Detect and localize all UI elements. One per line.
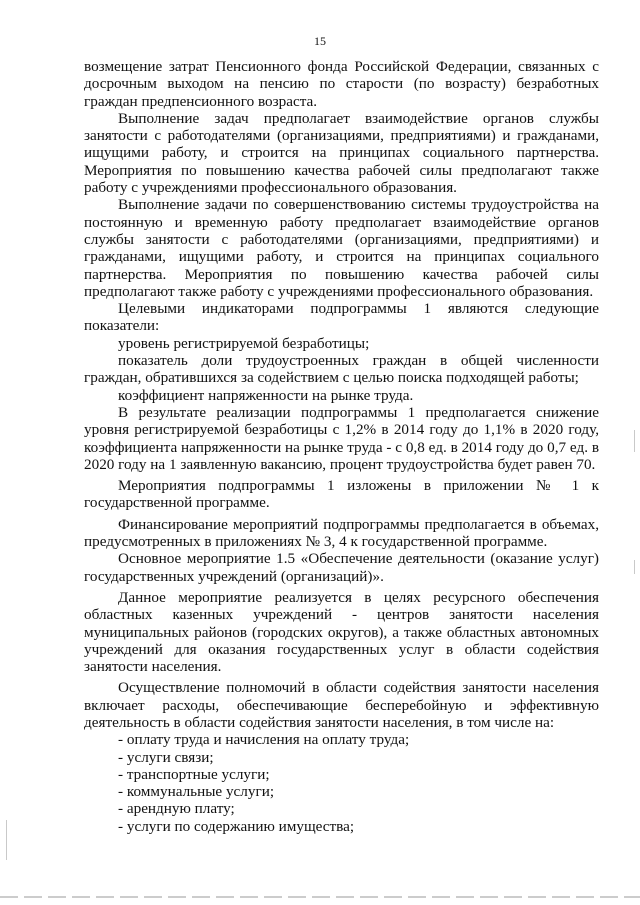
list-item: - услуги по содержанию имущества;	[118, 817, 355, 835]
page-number: 15	[314, 34, 326, 48]
paragraph: Осуществление полномочий в области содействия занятости населения включает расходы, обеспечивающие бесперебойную и эффективную деятельность в области содействия занятости населения, в том числе на:	[84, 679, 599, 731]
list-item: - услуги связи;	[118, 748, 214, 766]
paragraph: Мероприятия подпрограммы 1 изложены в приложении № 1 к государственной программе.	[84, 477, 599, 512]
scan-margin-artifact	[634, 560, 635, 574]
list-item: - коммунальные услуги;	[118, 783, 275, 801]
paragraph: Целевыми индикаторами подпрограммы 1 являются следующие показатели:	[84, 300, 599, 335]
paragraph: Основное мероприятие 1.5 «Обеспечение деятельности (оказание услуг) государственных учреждений (организаций)».	[84, 550, 599, 585]
paragraph: возмещение затрат Пенсионного фонда Российской Федерации, связанных с досрочным выходом на пенсию по старости (по возрасту) безработных граждан предпенсионного возраста.	[84, 58, 599, 110]
document-body	[84, 58, 599, 835]
paragraph: показатель доли трудоустроенных граждан в общей численности граждан, обратившихся за содействием с целью поиска подходящей работы;	[84, 352, 599, 387]
paragraph: Выполнение задач предполагает взаимодействие органов службы занятости с работодателями (организациями, предприятиями) и гражданами, ищущими работу, и строится на принципах социального партнерства. Мероприятия по повышению качества рабочей силы предполагают также работу с учреждениями профессионального образования.	[84, 109, 599, 197]
scan-edge-artifact	[0, 896, 640, 898]
scan-margin-artifact	[6, 820, 7, 860]
list-item: - транспортные услуги;	[118, 765, 270, 783]
paragraph: В результате реализации подпрограммы 1 предполагается снижение уровня регистрируемой безработицы с 1,2% в 2014 году до 1,1% в 2020 году, коэффициента напряженности на рынке труда - с 0,8 ед. в 2014 году до 0,7 ед. в 2020 году на 1 заявленную вакансию, процент трудоустройства будет равен 70.	[84, 403, 599, 473]
list-item: - арендную плату;	[118, 800, 235, 818]
scan-margin-artifact	[634, 430, 635, 452]
paragraph: уровень регистрируемой безработицы;	[118, 334, 370, 352]
paragraph: коэффициент напряженности на рынке труда.	[118, 386, 414, 404]
paragraph: Финансирование мероприятий подпрограммы предполагается в объемах, предусмотренных в приложениях № 3, 4 к государственной программе.	[84, 515, 599, 551]
list-item: - оплату труда и начисления на оплату труда;	[118, 731, 410, 749]
paragraph: Данное мероприятие реализуется в целях ресурсного обеспечения областных казенных учреждений - центров занятости населения муниципальных районов (городских округов), а также областных автономных учреждений для оказания государственных услуг в области содействия занятости населения.	[84, 588, 599, 676]
paragraph: Выполнение задачи по совершенствованию системы трудоустройства на постоянную и временную работу предполагает взаимодействие органов службы занятости с работодателями (организациями, предприятиями) и гражданами, ищущими работу, и строится на принципах социального партнерства. Мероприятия по повышению качества рабочей силы предполагают также работу с учреждениями профессионального образования.	[84, 196, 599, 300]
